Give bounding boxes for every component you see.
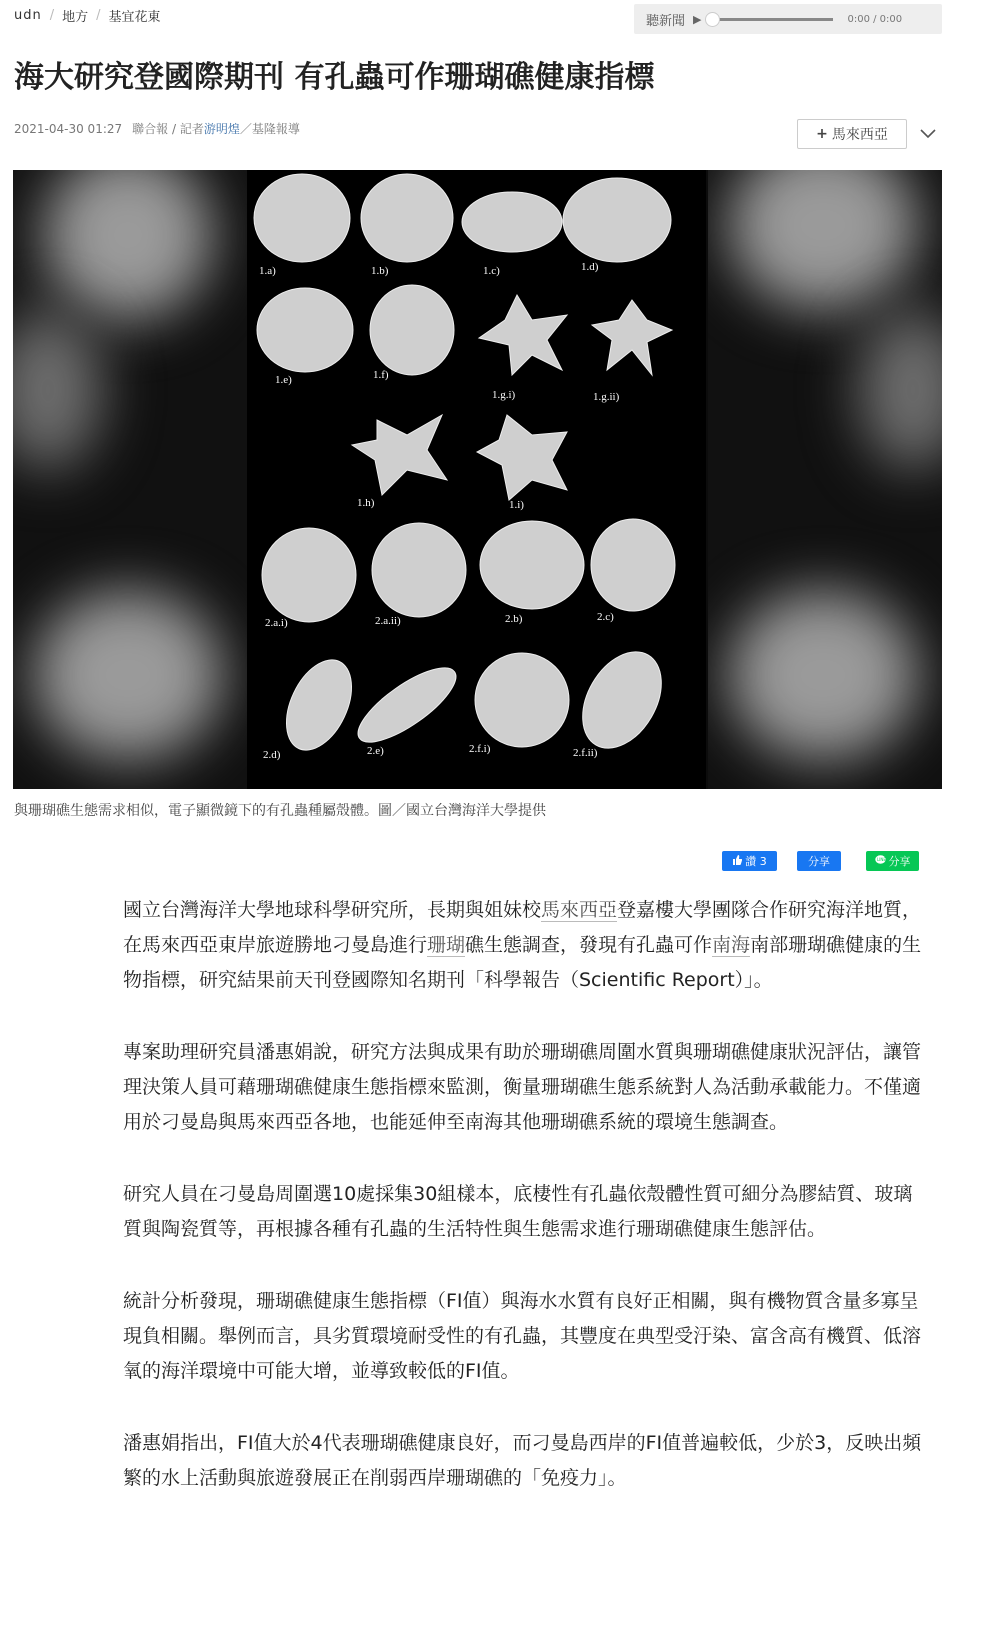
breadcrumb-item-area[interactable]: 基宜花東: [108, 9, 161, 25]
article-body: [123, 893, 923, 1533]
audio-progress-track[interactable]: [711, 18, 833, 21]
figure-label: 2.b): [505, 613, 523, 625]
breadcrumb-item-region[interactable]: 地方: [62, 9, 89, 25]
figure-label: 2.f.i): [469, 743, 491, 755]
facebook-share-button[interactable]: 分享: [797, 851, 841, 871]
article-paragraph: [123, 1426, 923, 1496]
follow-tag-button[interactable]: [797, 119, 907, 149]
figure-label: 1.h): [357, 497, 375, 509]
article-paragraph: [123, 1035, 923, 1140]
paragraph-text: 研究人員在刁曼島周圍選10處採集30組樣本，底棲性有孔蟲依殼體性質可細分為膠結質、玻璃質與陶瓷質等，再根據各種有孔蟲的生活特性與生態需求進行珊瑚礁健康生態評估。: [123, 1183, 913, 1240]
article-location: ／基隆報導: [239, 122, 300, 136]
paragraph-text: 南部珊瑚礁健康的生物指標，研究結果前天刊登國際知名期刊「科學報告（Scientific Report）」。: [123, 934, 922, 991]
figure-label: 1.f): [373, 369, 389, 381]
audio-time: 0:00 / 0:00: [847, 13, 903, 25]
paragraph-text: 礁生態調查，發現有孔蟲可作: [465, 934, 713, 956]
paragraph-text: 登嘉樓大學團隊合作研究海洋地質，在馬來西亞東岸旅遊勝地刁曼島進行: [123, 899, 922, 956]
breadcrumb-separator: /: [96, 7, 101, 23]
paragraph-text: 潘惠娟指出，FI值大於4代表珊瑚礁健康良好，而刁曼島西岸的FI值普遍較低，少於3，反映出頻繁的水上活動與旅遊發展正在削弱西岸珊瑚礁的「免疫力」。: [123, 1432, 922, 1489]
photo-blur-right: [708, 170, 942, 789]
figure-label: 1.g.ii): [593, 391, 620, 403]
facebook-like-button[interactable]: [722, 851, 777, 871]
article-source: 聯合報 / 記者: [132, 122, 204, 136]
share-bar: [0, 851, 998, 873]
thumbs-up-icon: [732, 855, 742, 868]
article-meta: [14, 120, 300, 137]
figure-label: 2.e): [367, 745, 384, 757]
line-share-label: 分享: [888, 855, 911, 868]
audio-progress-handle[interactable]: [705, 12, 720, 27]
keyword-link[interactable]: 南海: [712, 934, 751, 956]
figure-label: 1.d): [581, 261, 599, 273]
figure-label: 2.a.ii): [375, 615, 401, 627]
play-icon[interactable]: ▶: [693, 12, 702, 26]
paragraph-text: 統計分析發現，珊瑚礁健康生態指標（FI值）與海水水質有良好正相關，與有機物質含量多寡呈現負相關。舉例而言，具劣質環境耐受性的有孔蟲，其豐度在典型受汙染、富含高有機質、低溶氧的海洋環境中可能大增，並導致較低的FI值。: [123, 1290, 922, 1382]
audio-label: 聽新聞: [646, 13, 686, 29]
breadcrumb-separator: /: [49, 7, 55, 23]
breadcrumb: [14, 5, 161, 25]
figure-label: 2.f.ii): [573, 747, 598, 759]
figure-label: 1.b): [371, 265, 389, 277]
figure-label: 1.g.i): [492, 389, 516, 401]
article-paragraph: [123, 893, 923, 998]
reporter-link[interactable]: 游明煌: [203, 122, 240, 136]
breadcrumb-brand-link[interactable]: udn: [14, 7, 42, 23]
figure-label: 1.c): [483, 265, 500, 277]
figure-label: 1.a): [259, 265, 276, 277]
audio-player: [634, 4, 942, 34]
figure-label: 1.i): [509, 499, 524, 511]
figure-label: 2.d): [263, 749, 281, 761]
line-share-button[interactable]: [866, 851, 919, 871]
article-title: 海大研究登國際期刊 有孔蟲可作珊瑚礁健康指標: [14, 60, 655, 95]
figure-label: 2.c): [597, 611, 614, 623]
figure-label: 2.a.i): [265, 617, 288, 629]
follow-tag-label: 馬來西亞: [831, 127, 888, 143]
article-datetime: 2021-04-30 01:27: [14, 121, 123, 136]
photo-caption: 與珊瑚礁生態需求相似，電子顯微鏡下的有孔蟲種屬殼體。圖／國立台灣海洋大學提供: [14, 803, 546, 819]
facebook-like-label: 讚 3: [745, 855, 767, 868]
keyword-link[interactable]: 馬來西亞: [541, 899, 618, 921]
microscope-figure: [247, 170, 706, 789]
paragraph-text: 專案助理研究員潘惠娟說，研究方法與成果有助於珊瑚礁周圍水質與珊瑚礁健康狀況評估，讓管理決策人員可藉珊瑚礁健康生態指標來監測，衡量珊瑚礁生態系統對人為活動承載能力。不僅適用於刁曼島與馬來西亞各地，也能延伸至南海其他珊瑚礁系統的環境生態調查。: [123, 1041, 922, 1133]
article-paragraph: [123, 1284, 923, 1389]
figure-label: 1.e): [275, 374, 292, 386]
line-icon: [875, 855, 886, 868]
keyword-link[interactable]: 珊瑚: [427, 934, 466, 956]
paragraph-text: 國立台灣海洋大學地球科學研究所，長期與姐妹校: [123, 899, 542, 921]
article-paragraph: [123, 1177, 923, 1247]
svg-text:LINE: LINE: [876, 856, 886, 862]
article-photo[interactable]: [13, 170, 942, 789]
photo-blur-left: [13, 170, 247, 789]
chevron-down-icon[interactable]: [917, 124, 939, 144]
plus-icon: +: [816, 126, 828, 142]
